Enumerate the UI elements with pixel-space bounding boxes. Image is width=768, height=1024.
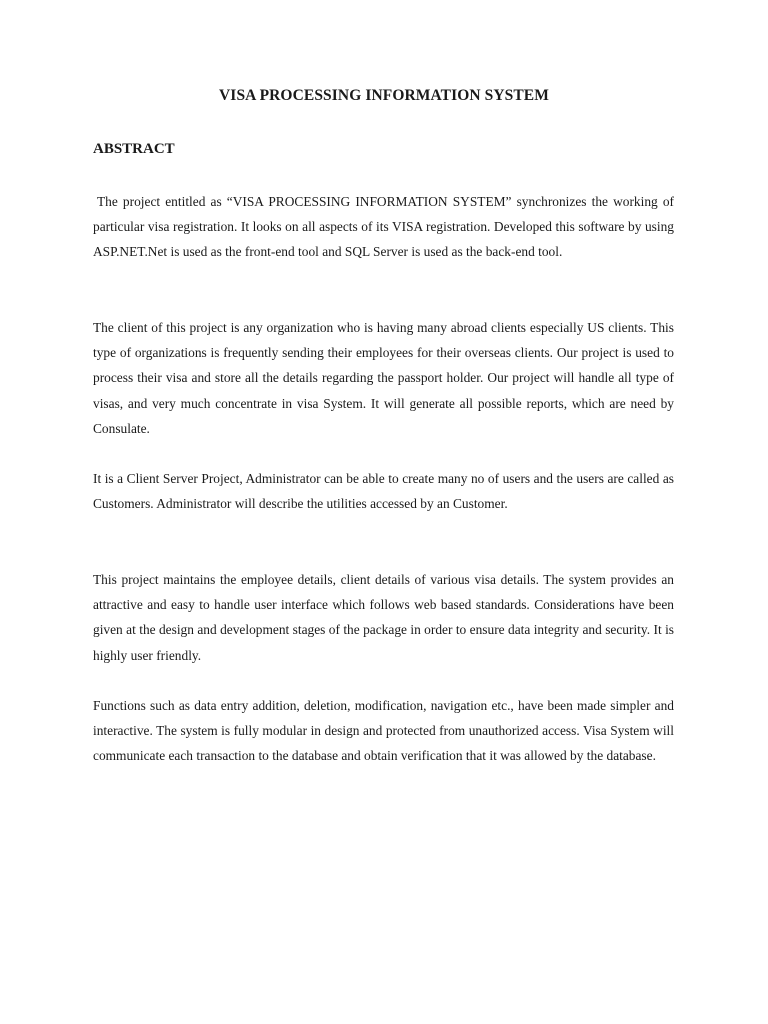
section-heading: ABSTRACT <box>93 141 175 157</box>
paragraph: This project maintains the employee details, client details of various visa details. The system provides an attractive and easy to handle user interface which follows web based standards. Considerations have been given at the design and development stages of the package in order to ensure data integrity and security. It is highly user friendly. <box>93 572 674 663</box>
paragraph: Functions such as data entry addition, deletion, modification, navigation etc., have been made simpler and interactive. The system is fully modular in design and protected from unauthorized access. Visa System will communicate each transaction to the database and obtain verification that it was allowed by the database. <box>93 698 674 764</box>
paragraph: It is a Client Server Project, Administrator can be able to create many no of users and the users are called as Customers. Administrator will describe the utilities accessed by an Customer. <box>93 471 674 512</box>
document-title: VISA PROCESSING INFORMATION SYSTEM <box>219 87 549 104</box>
paragraph: The client of this project is any organization who is having many abroad clients especially US clients. This type of organizations is frequently sending their employees for their overseas clients. Our project is used to process their visa and store all the details regarding the passport holder. Our project will handle all type of visas, and very much concentrate in visa System. It will generate all possible reports, which are need by Consulate. <box>93 320 674 436</box>
paragraph: The project entitled as “VISA PROCESSING INFORMATION SYSTEM” synchronizes the working of particular visa registration. It looks on all aspects of its VISA registration. Developed this software by using ASP.NET.Net is used as the front-end tool and SQL Server is used as the back-end tool. <box>93 194 674 260</box>
